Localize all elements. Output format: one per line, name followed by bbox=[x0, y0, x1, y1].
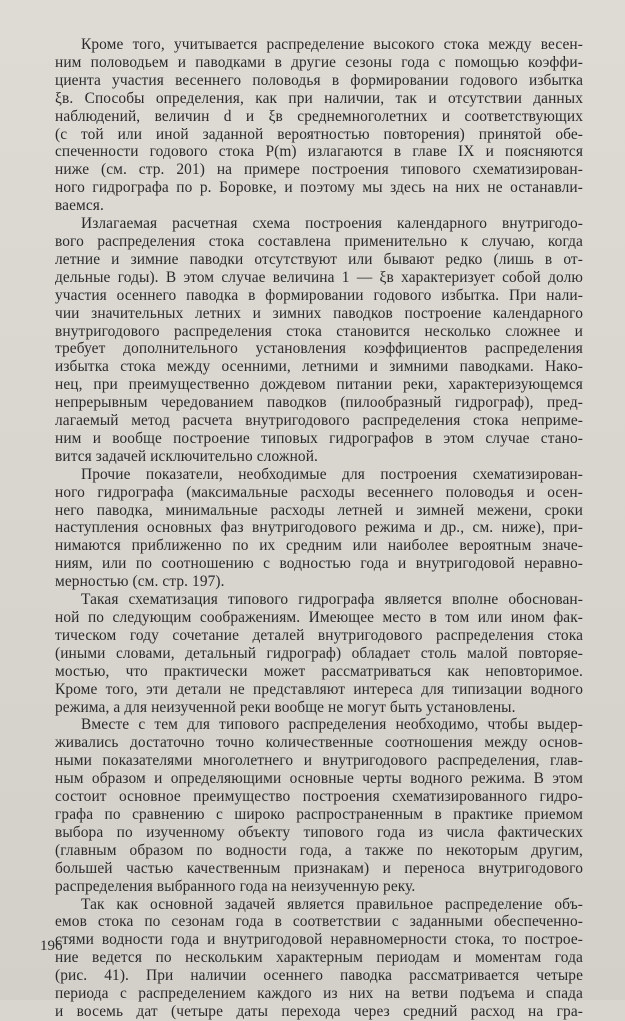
text-line: спеченности годового стока P(m) излагаются в главе IX и поясняются bbox=[55, 143, 583, 161]
text-line: Кроме того, учитывается распределение высокого стока между весен- bbox=[81, 36, 583, 53]
text-line: Кроме того, эти детали не представляют интереса для типизации водного bbox=[55, 680, 583, 698]
text-line: стями водности года и внутригодовой неравномерности стока, то построе- bbox=[55, 931, 583, 949]
text-line: графа по сравнению с широко распространенным в практике приемом bbox=[55, 805, 583, 823]
text-line: живались достаточно точно количественные соотношения между основ- bbox=[55, 734, 583, 752]
text-line: тическом году сочетание деталей внутригодового распределения стока bbox=[55, 626, 583, 644]
page-number: 196 bbox=[40, 938, 63, 954]
text-line: емов стока по сезонам года в соответствии с заданными обеспеченно- bbox=[55, 913, 583, 931]
text-line: ним и вообще построение типовых гидрографов в этом случае стано- bbox=[55, 429, 583, 447]
text-line: Такая схематизация типового гидрографа является вполне обоснован- bbox=[81, 591, 583, 609]
text-line: (иными словами, детальный гидрограф) обладает столь малой повторяе- bbox=[55, 644, 583, 662]
text-line: ξв. Способы определения, как при наличии, так и отсутствии данных bbox=[55, 89, 583, 107]
text-line: непрерывным чередованием паводков (пилообразный гидрограф), пред- bbox=[55, 394, 583, 412]
text-line: и восемь дат (четыре даты перехода через средний расход на гра- bbox=[55, 1002, 583, 1020]
text-line: вится задачей исключительно сложной. bbox=[55, 447, 319, 465]
text-line: участия осеннего паводка в формировании годового избытка. При нали- bbox=[55, 286, 583, 304]
text-line: (с той или иной заданной вероятностью повторения) принятой обе- bbox=[55, 125, 583, 143]
text-line: (рис. 41). При наличии осеннего паводка рассматривается четыре bbox=[55, 967, 583, 985]
text-line: наблюдений, величин d и ξв среднемноголетних и соответствующих bbox=[55, 107, 583, 125]
text-line: большей частью качественным признакам) и переноса внутригодового bbox=[55, 859, 583, 877]
text-line: наступления основных фаз внутригодового режима и др., см. ниже), при- bbox=[55, 519, 583, 537]
text-line: требует дополнительного установления коэффициентов распределения bbox=[55, 340, 583, 358]
text-line: ной по следующим соображениям. Имеющее место в том или ином фак- bbox=[55, 609, 583, 626]
text-line: мерностью (см. стр. 197). bbox=[55, 573, 225, 591]
paragraph-3 bbox=[55, 466, 583, 591]
text-line: ниже (см. стр. 201) на примере построения типового схематизирован- bbox=[55, 161, 583, 179]
text-line: дельные годы). В этом случае величина 1 — ξв характеризует собой долю bbox=[55, 268, 583, 286]
text-line: Прочие показатели, необходимые для построения схематизирован- bbox=[81, 465, 583, 483]
paragraph-6 bbox=[55, 896, 583, 1021]
text-line: режима, а для неизученной реки вообще не могут быть установлены. bbox=[55, 698, 516, 716]
paragraph-1 bbox=[55, 36, 583, 215]
text-line: вого распределения стока составлена применительно к случаю, когда bbox=[55, 232, 583, 250]
text-line: ние ведется по нескольким характерным периодам и моментам года bbox=[55, 949, 583, 967]
text-line: состоит основное преимущество построения схематизированного гидро- bbox=[55, 788, 583, 806]
text-line: ним половодьем и паводками в другие сезоны года с помощью коэффи- bbox=[55, 53, 583, 71]
text-line: лагаемый метод расчета внутригодового распределения стока неприме- bbox=[55, 412, 583, 430]
text-line: ниям, или по соотношению с водностью года и внутригодовой неравно- bbox=[55, 555, 583, 573]
text-line: выбора по изученному объекту типового года из числа фактических bbox=[55, 823, 583, 841]
text-line: Излагаемая расчетная схема построения календарного внутригодо- bbox=[81, 215, 583, 233]
paragraph-5 bbox=[55, 716, 583, 895]
text-line: циента участия весеннего половодья в формировании годового избытка bbox=[55, 71, 583, 89]
text-line: периода с распределением каждого из них на ветви подъема и спада bbox=[55, 985, 583, 1003]
text-line: нимаются приближенно по их средним или наиболее вероятным значе- bbox=[55, 537, 583, 555]
text-line: распределения выбранного года на неизученную реку. bbox=[55, 877, 416, 895]
text-line: внутригодового распределения стока становится несколько сложнее и bbox=[55, 322, 583, 340]
text-line: (главным образом по водности года, а также по некоторым другим, bbox=[55, 841, 583, 859]
text-line: нец, при преимущественно дождевом питании реки, характеризующемся bbox=[55, 376, 583, 394]
text-line: него паводка, минимальные расходы летней и зимней межени, сроки bbox=[55, 501, 583, 519]
paragraph-2 bbox=[55, 215, 583, 466]
text-line: избытка стока между осенними, летними и зимними паводками. Нако- bbox=[55, 358, 583, 376]
body-text bbox=[55, 36, 583, 1021]
text-line: Так как основной задачей является правильное распределение объ- bbox=[81, 895, 583, 913]
text-line: ным образом и определяющими основные черты водного режима. В этом bbox=[55, 770, 583, 788]
text-line: Вместе с тем для типового распределения необходимо, чтобы выдер- bbox=[81, 716, 583, 734]
text-line: ного гидрографа (максимальные расходы весеннего половодья и осен- bbox=[55, 483, 583, 501]
paragraph-4 bbox=[55, 591, 583, 716]
text-line: ваемся. bbox=[55, 197, 104, 215]
text-line: летние и зимние паводки отсутствуют или бывают редко (лишь в от- bbox=[55, 250, 583, 268]
text-line: ного гидрографа по р. Боровке, и поэтому мы здесь на них не останавли- bbox=[55, 179, 583, 197]
text-line: ными показателями многолетнего и внутригодового распределения, глав- bbox=[55, 752, 583, 770]
text-line: мостью, что практически может рассматриваться как неповторимое. bbox=[55, 662, 583, 680]
text-line: чии значительных летних и зимних паводков построение календарного bbox=[55, 304, 583, 322]
